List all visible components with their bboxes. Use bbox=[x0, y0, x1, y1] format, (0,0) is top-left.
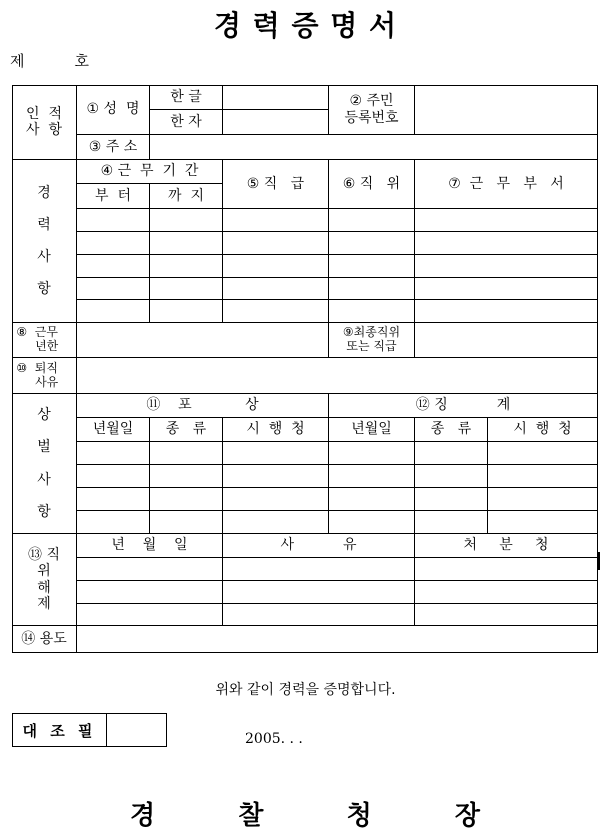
text-cursor bbox=[598, 552, 600, 570]
reward-cell[interactable] bbox=[415, 465, 488, 488]
verification-label: 대 조 필 bbox=[13, 714, 107, 746]
hanja-label: 한 자 bbox=[150, 110, 223, 135]
dismissal-cell[interactable] bbox=[77, 604, 223, 626]
career-to-cell[interactable] bbox=[150, 278, 223, 300]
dismissal-cell[interactable] bbox=[415, 581, 598, 604]
commendation-type-label: 종 류 bbox=[150, 418, 223, 442]
reward-cell[interactable] bbox=[77, 511, 150, 534]
to-label: 까 지 bbox=[150, 184, 223, 209]
career-grade-cell[interactable] bbox=[223, 255, 329, 278]
hanja-name-field[interactable] bbox=[223, 110, 329, 135]
discipline-type-label: 종 류 bbox=[415, 418, 488, 442]
page-title: 경 력 증 명 서 bbox=[213, 9, 398, 42]
reward-cell[interactable] bbox=[329, 465, 415, 488]
verification-box bbox=[12, 713, 167, 747]
hangul-label: 한 글 bbox=[150, 85, 223, 110]
dismissal-cell[interactable] bbox=[77, 581, 223, 604]
career-from-cell[interactable] bbox=[77, 255, 150, 278]
personal-section-label: 인 적 사 항 bbox=[12, 85, 77, 160]
service-years-label: ⑧ 근무 년한 bbox=[12, 323, 77, 358]
career-grade-cell[interactable] bbox=[223, 209, 329, 232]
reward-cell[interactable] bbox=[415, 442, 488, 465]
issuer-char: 경 bbox=[130, 801, 156, 831]
career-department-cell[interactable] bbox=[415, 255, 598, 278]
reward-cell[interactable] bbox=[77, 465, 150, 488]
reward-cell[interactable] bbox=[150, 465, 223, 488]
reward-cell[interactable] bbox=[488, 511, 598, 534]
career-position-cell[interactable] bbox=[329, 300, 415, 323]
purpose-label: ⑭ 용도 bbox=[12, 626, 77, 653]
dismissal-reason-label: 사 유 bbox=[223, 534, 415, 558]
career-position-cell[interactable] bbox=[329, 278, 415, 300]
reward-cell[interactable] bbox=[77, 442, 150, 465]
dismissal-date-label: 년 월 일 bbox=[77, 534, 223, 558]
address-label: ③ 주 소 bbox=[77, 135, 150, 160]
final-position-label: ⑨최종직위 또는 직급 bbox=[329, 323, 415, 358]
career-from-cell[interactable] bbox=[77, 209, 150, 232]
reward-cell[interactable] bbox=[488, 465, 598, 488]
grade-label: ⑤ 직 급 bbox=[223, 160, 329, 209]
dismissal-cell[interactable] bbox=[415, 604, 598, 626]
career-to-cell[interactable] bbox=[150, 255, 223, 278]
career-department-cell[interactable] bbox=[415, 232, 598, 255]
career-to-cell[interactable] bbox=[150, 209, 223, 232]
career-from-cell[interactable] bbox=[77, 278, 150, 300]
resident-number-label: ② 주민 등록번호 bbox=[329, 85, 415, 135]
career-to-cell[interactable] bbox=[150, 232, 223, 255]
document-number-prefix: 제 bbox=[10, 52, 25, 70]
retirement-reason-label: ⑩ 퇴직 사유 bbox=[12, 358, 77, 394]
career-section-label: 경 력 사 항 bbox=[12, 160, 77, 323]
reward-cell[interactable] bbox=[488, 488, 598, 511]
reward-cell[interactable] bbox=[223, 511, 329, 534]
issuer-signature bbox=[130, 795, 480, 832]
reward-cell[interactable] bbox=[329, 442, 415, 465]
career-grade-cell[interactable] bbox=[223, 278, 329, 300]
dismissal-cell[interactable] bbox=[223, 581, 415, 604]
dismissal-section-label: ⑬ 직 위 해 제 bbox=[12, 534, 77, 626]
issuer-char: 청 bbox=[346, 801, 372, 831]
rewards-section-label: 상 벌 사 항 bbox=[12, 394, 77, 534]
career-position-cell[interactable] bbox=[329, 209, 415, 232]
reward-cell[interactable] bbox=[223, 488, 329, 511]
career-to-cell[interactable] bbox=[150, 300, 223, 323]
career-grade-cell[interactable] bbox=[223, 300, 329, 323]
final-position-field[interactable] bbox=[415, 323, 598, 358]
dismissal-office-label: 처 분 청 bbox=[415, 534, 598, 558]
issuer-char: 찰 bbox=[238, 801, 264, 831]
discipline-agency-label: 시 행 청 bbox=[488, 418, 598, 442]
commendation-label: ⑪ 포 상 bbox=[77, 394, 329, 418]
period-label: ④ 근 무 기 간 bbox=[77, 160, 223, 184]
career-from-cell[interactable] bbox=[77, 300, 150, 323]
service-years-field[interactable] bbox=[77, 323, 329, 358]
reward-cell[interactable] bbox=[488, 442, 598, 465]
certification-statement: 위와 같이 경력을 증명합니다. bbox=[215, 682, 396, 698]
dismissal-cell[interactable] bbox=[223, 558, 415, 581]
discipline-date-label: 년월일 bbox=[329, 418, 415, 442]
hangul-name-field[interactable] bbox=[223, 85, 329, 110]
document-number-suffix: 호 bbox=[74, 52, 89, 70]
reward-cell[interactable] bbox=[415, 488, 488, 511]
career-from-cell[interactable] bbox=[77, 232, 150, 255]
reward-cell[interactable] bbox=[150, 488, 223, 511]
position-label: ⑥ 직 위 bbox=[329, 160, 415, 209]
commendation-date-label: 년월일 bbox=[77, 418, 150, 442]
issuer-char: 장 bbox=[454, 801, 480, 831]
career-grade-cell[interactable] bbox=[223, 232, 329, 255]
certificate-form bbox=[12, 85, 598, 653]
reward-cell[interactable] bbox=[223, 442, 329, 465]
name-label: ① 성 명 bbox=[77, 85, 150, 135]
career-department-cell[interactable] bbox=[415, 278, 598, 300]
reward-cell[interactable] bbox=[150, 511, 223, 534]
reward-cell[interactable] bbox=[223, 465, 329, 488]
address-field[interactable] bbox=[150, 135, 598, 160]
career-position-cell[interactable] bbox=[329, 255, 415, 278]
reward-cell[interactable] bbox=[415, 511, 488, 534]
issue-date: 2005. . . bbox=[245, 731, 303, 747]
document-number bbox=[10, 50, 89, 71]
reward-cell[interactable] bbox=[329, 488, 415, 511]
career-department-cell[interactable] bbox=[415, 209, 598, 232]
purpose-field[interactable] bbox=[77, 626, 598, 653]
dismissal-cell[interactable] bbox=[223, 604, 415, 626]
from-label: 부 터 bbox=[77, 184, 150, 209]
reward-cell[interactable] bbox=[150, 442, 223, 465]
department-label: ⑦ 근 무 부 서 bbox=[415, 160, 598, 209]
retirement-reason-field[interactable] bbox=[77, 358, 598, 394]
commendation-agency-label: 시 행 청 bbox=[223, 418, 329, 442]
dismissal-cell[interactable] bbox=[77, 558, 223, 581]
discipline-label: ⑫ 징 계 bbox=[329, 394, 598, 418]
verification-stamp-field[interactable] bbox=[107, 714, 166, 746]
reward-cell[interactable] bbox=[329, 511, 415, 534]
dismissal-cell[interactable] bbox=[415, 558, 598, 581]
reward-cell[interactable] bbox=[77, 488, 150, 511]
career-position-cell[interactable] bbox=[329, 232, 415, 255]
career-department-cell[interactable] bbox=[415, 300, 598, 323]
resident-number-field[interactable] bbox=[415, 85, 598, 135]
